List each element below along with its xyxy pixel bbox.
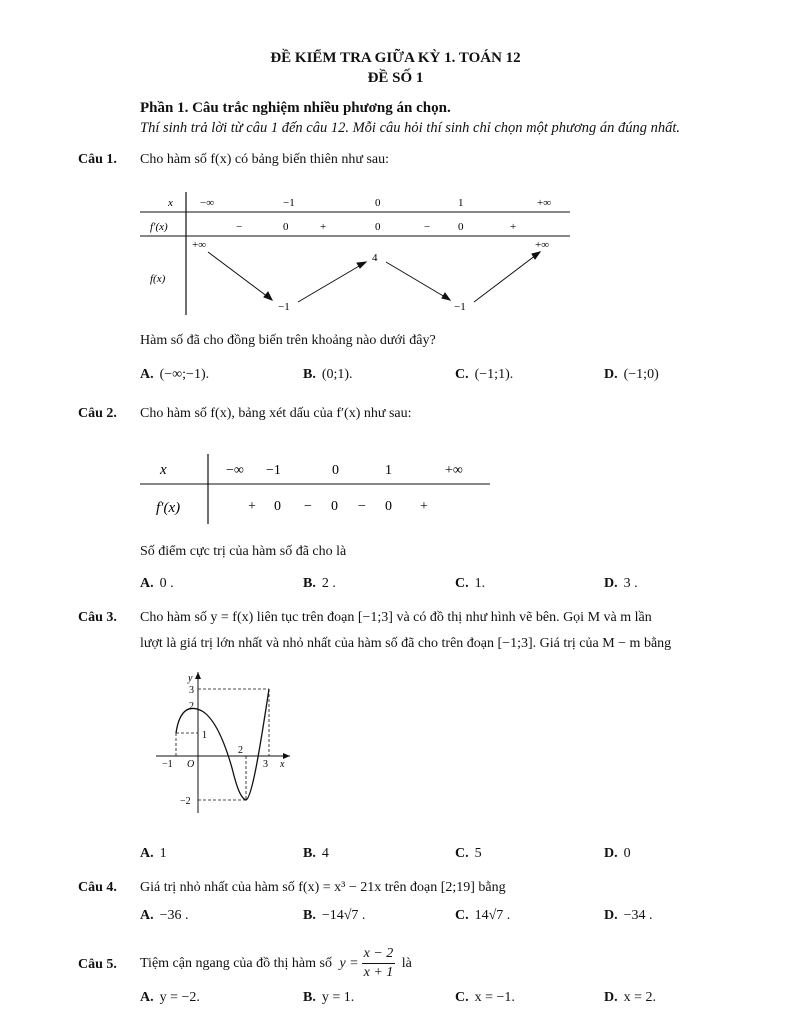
question-text: Cho hàm số f(x), bảng xét dấu của f′(x) như sau:	[140, 406, 412, 421]
question-prompt: Số điểm cực trị của hàm số đã cho là	[140, 544, 347, 559]
table-sign: 0	[385, 499, 392, 514]
part-heading: Phần 1. Câu trắc nghiệm nhiều phương án chọn.	[140, 100, 451, 116]
question-text: Cho hàm số f(x) có bảng biến thiên như sau:	[140, 152, 390, 167]
tick-label: −2	[180, 796, 191, 807]
exam-title: ĐỀ KIỂM TRA GIỮA KỲ 1. TOÁN 12	[270, 50, 521, 66]
question-number: Câu 4.	[78, 880, 117, 895]
option-c[interactable]: C. x = −1.	[455, 990, 515, 1005]
option-b[interactable]: B. 2 .	[303, 576, 336, 591]
table-x-value: −∞	[226, 463, 244, 478]
sign-table	[140, 452, 500, 532]
question-number: Câu 2.	[78, 406, 117, 421]
table-row-label: f′(x)	[156, 500, 181, 516]
origin-label: O	[187, 759, 195, 770]
table-sign: 0	[283, 221, 289, 233]
table-sign: +	[320, 221, 327, 233]
tick-label: 3	[263, 759, 268, 770]
option-c[interactable]: C. (−1;1).	[455, 367, 514, 382]
table-x-value: 1	[458, 197, 464, 209]
table-sign: +	[420, 499, 428, 514]
table-x-value: −1	[283, 197, 295, 209]
exam-subtitle: ĐỀ SỐ 1	[367, 70, 424, 86]
x-axis-label: x	[280, 759, 285, 770]
question-number: Câu 5.	[78, 957, 117, 972]
table-f-value: +∞	[192, 239, 207, 251]
option-a[interactable]: A. 0 .	[140, 576, 174, 591]
table-sign: −	[424, 221, 431, 233]
table-f-value: 4	[372, 252, 378, 264]
option-d[interactable]: D. (−1;0)	[604, 367, 659, 382]
table-sign: −	[304, 499, 312, 514]
table-sign: −	[358, 499, 366, 514]
table-x-value: 0	[375, 197, 381, 209]
table-row-label: f′(x)	[150, 221, 168, 233]
option-c[interactable]: C. 14√7 .	[455, 908, 511, 923]
table-x-value: −∞	[200, 197, 215, 209]
y-axis-label: y	[188, 673, 193, 684]
question-text: Giá trị nhỏ nhất của hàm số f(x) = x³ − 21x trên đoạn [2;19] bằng	[140, 880, 506, 895]
question-text-line1: Cho hàm số y = f(x) liên tục trên đoạn [−1;3] và có đồ thị như hình vẽ bên. Gọi M và m lần	[140, 610, 652, 625]
table-x-value: 0	[332, 463, 339, 478]
part-instruction: Thí sinh trả lời từ câu 1 đến câu 12. Mỗi câu hỏi thí sinh chỉ chọn một phương án đúng nhất.	[140, 120, 680, 136]
option-a[interactable]: A. (−∞;−1).	[140, 367, 210, 382]
fraction: $\frac{x - 2}{x + 1}$	[363, 946, 394, 981]
option-a[interactable]: A. y = −2.	[140, 990, 200, 1005]
table-x-value: +∞	[445, 463, 463, 478]
table-x-value: +∞	[537, 197, 552, 209]
table-x-value: 1	[385, 463, 392, 478]
option-c[interactable]: C. 1.	[455, 576, 486, 591]
question-number: Câu 3.	[78, 610, 117, 625]
table-sign: +	[248, 499, 256, 514]
tick-label: 3	[189, 685, 194, 696]
table-sign: −	[236, 221, 243, 233]
table-row-label: x	[160, 462, 167, 478]
option-d[interactable]: D. 3 .	[604, 576, 638, 591]
question-prompt: Hàm số đã cho đồng biến trên khoảng nào dưới đây?	[140, 333, 436, 348]
option-c[interactable]: C. 5	[455, 846, 482, 861]
tick-label: 2	[238, 745, 243, 756]
question-number: Câu 1.	[78, 152, 117, 167]
table-x-value: −1	[266, 463, 281, 478]
option-d[interactable]: D. −34 .	[604, 908, 653, 923]
table-sign: +	[510, 221, 517, 233]
question-text: Tiệm cận ngang của đồ thị hàm số y = $\frac{x - 2}{x + 1}$ là	[140, 946, 412, 981]
table-sign: 0	[458, 221, 464, 233]
tick-label: 1	[202, 730, 207, 741]
table-row-label: f(x)	[150, 273, 166, 285]
option-a[interactable]: A. −36 .	[140, 908, 189, 923]
option-b[interactable]: B. (0;1).	[303, 367, 353, 382]
option-a[interactable]: A. 1	[140, 846, 167, 861]
question-text-line2: lượt là giá trị lớn nhất và nhỏ nhất của hàm số đã cho trên đoạn [−1;3]. Giá trị của M − m bằng	[140, 636, 672, 651]
option-d[interactable]: D. 0	[604, 846, 631, 861]
option-b[interactable]: B. −14√7 .	[303, 908, 366, 923]
function-graph	[148, 668, 298, 818]
tick-label: 2	[189, 701, 194, 712]
table-f-value: −1	[454, 301, 466, 313]
table-f-value: −1	[278, 301, 290, 313]
table-sign: 0	[274, 499, 281, 514]
tick-label: −1	[162, 759, 173, 770]
variation-table	[140, 190, 580, 320]
option-d[interactable]: D. x = 2.	[604, 990, 657, 1005]
option-b[interactable]: B. 4	[303, 846, 329, 861]
table-f-value: +∞	[535, 239, 550, 251]
option-b[interactable]: B. y = 1.	[303, 990, 355, 1005]
table-row-label: x	[168, 197, 173, 209]
table-sign: 0	[331, 499, 338, 514]
table-sign: 0	[375, 221, 381, 233]
